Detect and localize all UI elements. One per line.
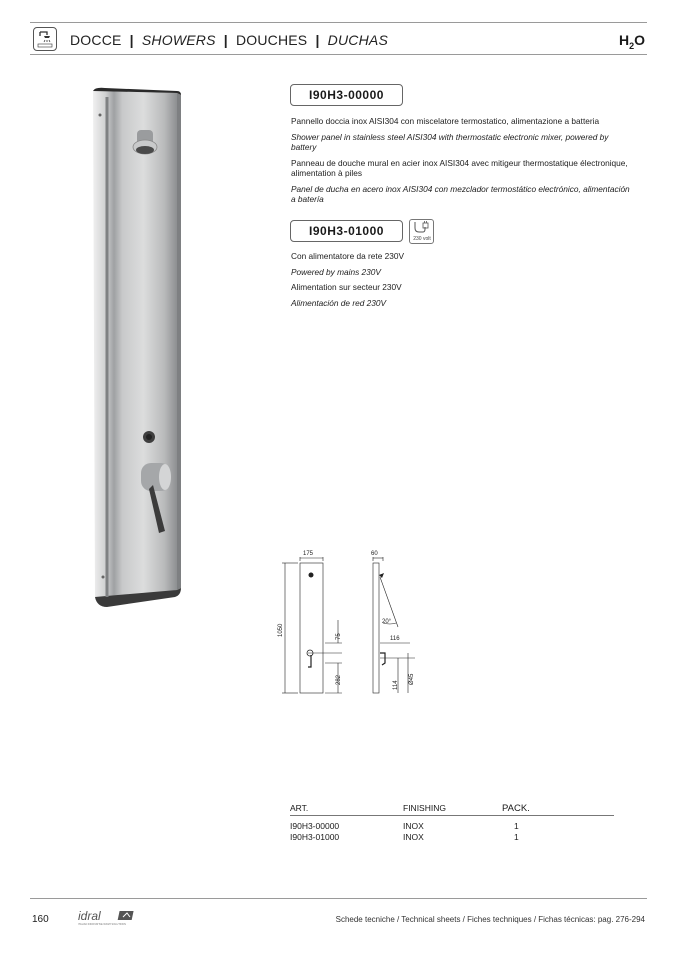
dim-114: 114 <box>393 680 399 690</box>
page-title <box>70 32 388 48</box>
product-2-description <box>291 251 636 313</box>
svg-text:ITALIAN INNOVATIVE WASH SOLUTI: ITALIAN INNOVATIVE WASH SOLUTIONS <box>78 923 126 926</box>
header-bottom-rule <box>30 54 647 55</box>
th-finishing: FINISHING <box>403 803 446 813</box>
title-en: SHOWERS <box>141 32 216 48</box>
dim-angle: 20° <box>382 619 392 625</box>
h2o-tag: $H_2O$ <box>618 32 645 51</box>
shower-icon <box>33 27 57 51</box>
table-header-rule <box>290 815 614 816</box>
title-separator: | <box>223 32 228 48</box>
shower-panel-photo <box>85 85 195 610</box>
td-pack: 1 <box>514 821 519 831</box>
product-1-description <box>291 116 636 210</box>
volt-label: 230 volt <box>413 236 431 242</box>
title-fr: DOUCHES <box>235 32 308 48</box>
desc-en: Shower panel in stainless steel AISI304 with thermostatic electronic mixer, powered by battery <box>291 131 609 152</box>
desc-en: Powered by mains 230V <box>291 266 381 277</box>
dim-75: 75 <box>336 633 342 640</box>
dim-width-front: 175 <box>303 551 314 557</box>
dim-282: 282 <box>336 674 342 685</box>
td-finishing: INOX <box>403 821 424 831</box>
dim-depth-side: 60 <box>371 551 378 557</box>
td-finishing: INOX <box>403 832 424 842</box>
dim-45: Ø45 <box>409 673 415 685</box>
technical-sheets-reference: Schede tecniche / Technical sheets / Fiches techniques / Fichas técnicas: pag. 276-294 <box>335 915 645 924</box>
footer-rule <box>30 898 647 899</box>
header-top-rule <box>30 22 647 23</box>
desc-es: Alimentación de red 230V <box>291 297 387 308</box>
technical-drawing <box>270 545 430 700</box>
product-code-1: I90H3-00000 <box>290 84 403 106</box>
td-art: I90H3-01000 <box>290 832 340 842</box>
idral-logo <box>78 909 142 932</box>
product-code-2: I90H3-01000 <box>290 220 403 242</box>
dim-116: 116 <box>390 636 400 642</box>
desc-it: Pannello doccia inox AISI304 con miscelatore termostatico, alimentazione a batteria <box>291 116 600 126</box>
svg-text:idral: idral <box>78 909 101 923</box>
th-art: ART. <box>290 803 309 813</box>
desc-it: Con alimentatore da rete 230V <box>291 251 405 261</box>
title-it: DOCCE <box>70 32 122 48</box>
th-pack: PACK. <box>502 803 530 814</box>
desc-es: Panel de ducha en acero inox AISI304 con mezclador termostático electrónico, alimentación a batería <box>291 183 630 204</box>
title-separator: | <box>315 32 320 48</box>
desc-fr: Panneau de douche mural en acier inox AISI304 avec mitigeur thermostatique électronique, alimentation à piles <box>291 157 628 178</box>
title-separator: | <box>129 32 134 48</box>
td-art: I90H3-00000 <box>290 821 340 831</box>
desc-fr: Alimentation sur secteur 230V <box>291 282 402 292</box>
dim-height-total: 1050 <box>278 623 284 637</box>
title-es: DUCHAS <box>327 32 388 48</box>
page-number: 160 <box>32 914 49 925</box>
td-pack: 1 <box>514 832 519 842</box>
